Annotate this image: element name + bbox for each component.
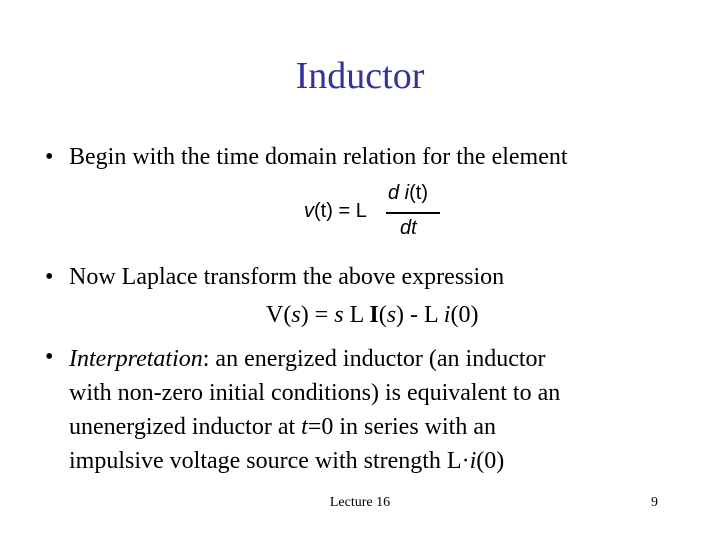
slide-title: Inductor [295,55,425,97]
interpretation-line-2: with non-zero initial conditions) is equivalent to an [69,380,561,406]
inductor-equation [304,182,454,244]
fraction-bar [386,212,440,214]
laplace-equation: V(s) = s L I(s) - L i(0) [266,302,479,328]
interpretation-line-3: unenergized inductor at t=0 in series with an [69,414,496,440]
equation-denominator: dt [400,217,417,239]
interpretation-line-4: impulsive voltage source with strength L·i(0) [69,448,505,474]
bullet-icon: • [45,344,54,370]
equation-numerator: d i(t) [388,182,429,204]
bullet-text: Now Laplace transform the above expression [69,264,505,290]
page-number: 9 [651,495,658,510]
interpretation-line-1: Interpretation: an energized inductor (an inductor [69,346,546,372]
bullet-text [69,342,560,478]
bullet-icon: • [45,264,54,290]
bullet-text: Begin with the time domain relation for the element [69,144,568,170]
equation-lhs: v(t) = L [304,200,367,222]
footer-label: Lecture 16 [329,495,391,510]
bullet-icon: • [45,144,54,170]
